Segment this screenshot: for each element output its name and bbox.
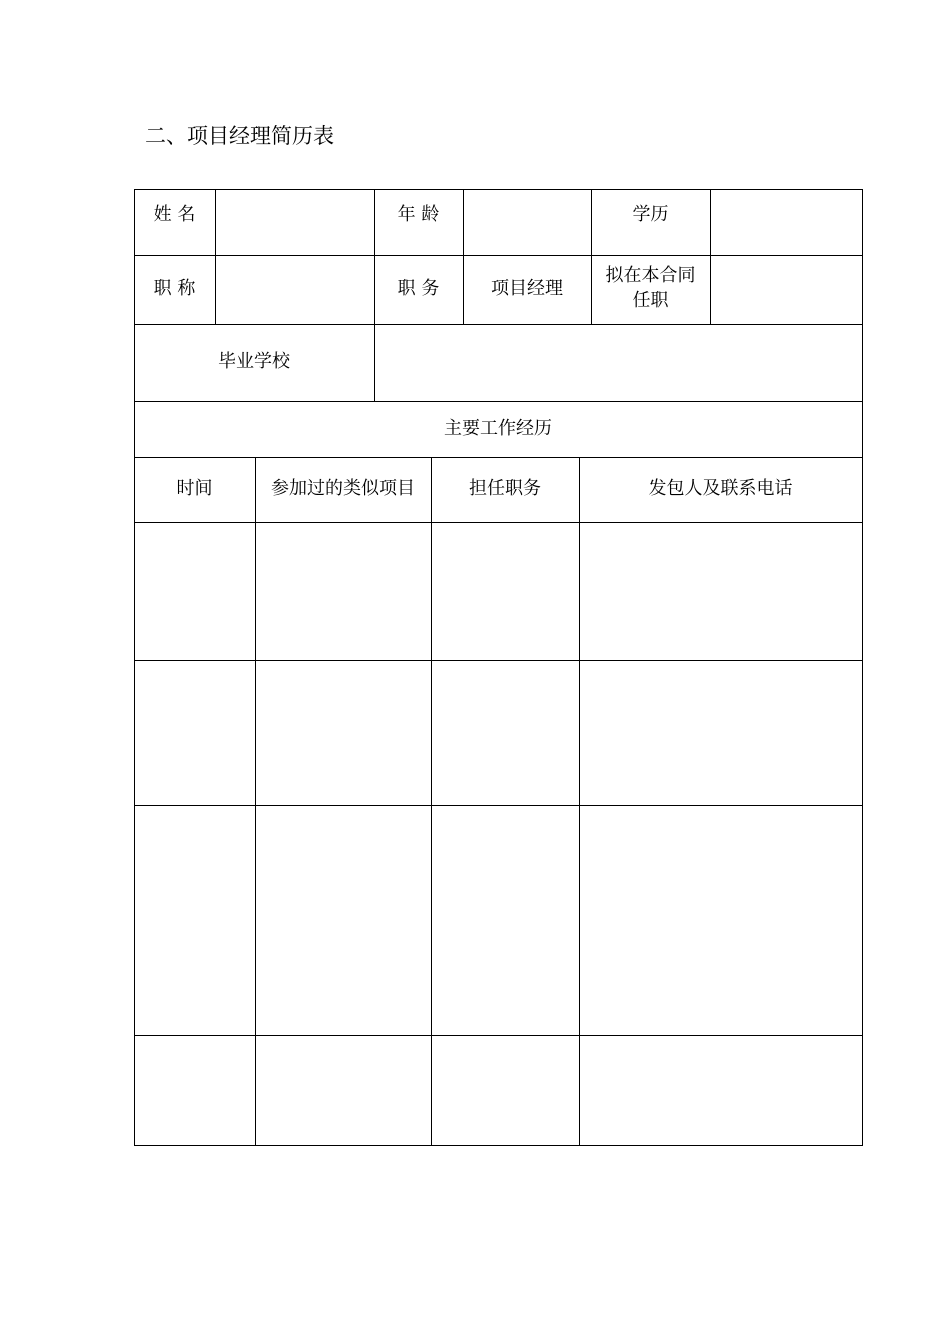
table-border-left <box>134 189 135 1146</box>
table-line-row2-bottom <box>134 324 863 325</box>
table-col-label-divider <box>215 189 216 325</box>
table-col-role-divider <box>579 457 580 1146</box>
table-col-age-divider <box>463 189 464 325</box>
table-line-row1-bottom <box>134 255 863 256</box>
table-col-education-value-divider <box>710 189 711 325</box>
header-role: 担任职务 <box>469 478 541 499</box>
header-client-contact: 发包人及联系电话 <box>648 478 793 499</box>
field-position[interactable]: 项目经理 <box>491 278 563 299</box>
table-line-header-bottom <box>134 522 863 523</box>
label-proposed-role-line2: 任职 <box>632 290 669 311</box>
header-similar-projects: 参加过的类似项目 <box>271 478 415 499</box>
page-title: 二、项目经理简历表 <box>145 124 334 148</box>
table-border-bottom <box>134 1145 863 1146</box>
label-proposed-role-line1: 拟在本合同 <box>605 265 696 286</box>
label-education: 学历 <box>632 204 669 225</box>
label-graduation-school: 毕业学校 <box>218 351 290 372</box>
label-professional-title: 职 称 <box>153 278 196 299</box>
label-position: 职 务 <box>397 278 440 299</box>
label-age: 年 龄 <box>397 204 440 225</box>
table-line-blank-row1-bottom <box>134 660 863 661</box>
table-col-projects-divider <box>431 457 432 1146</box>
table-line-blank-row2-bottom <box>134 805 863 806</box>
experience-heading: 主要工作经历 <box>444 418 552 439</box>
table-border-right <box>862 189 863 1146</box>
table-col-time-divider <box>255 457 256 1146</box>
table-line-heading-bottom <box>134 457 863 458</box>
label-name: 姓 名 <box>153 204 196 225</box>
table-line-row3-bottom <box>134 401 863 402</box>
header-time: 时间 <box>176 478 213 499</box>
table-line-blank-row3-bottom <box>134 1035 863 1036</box>
table-border-top <box>134 189 863 190</box>
